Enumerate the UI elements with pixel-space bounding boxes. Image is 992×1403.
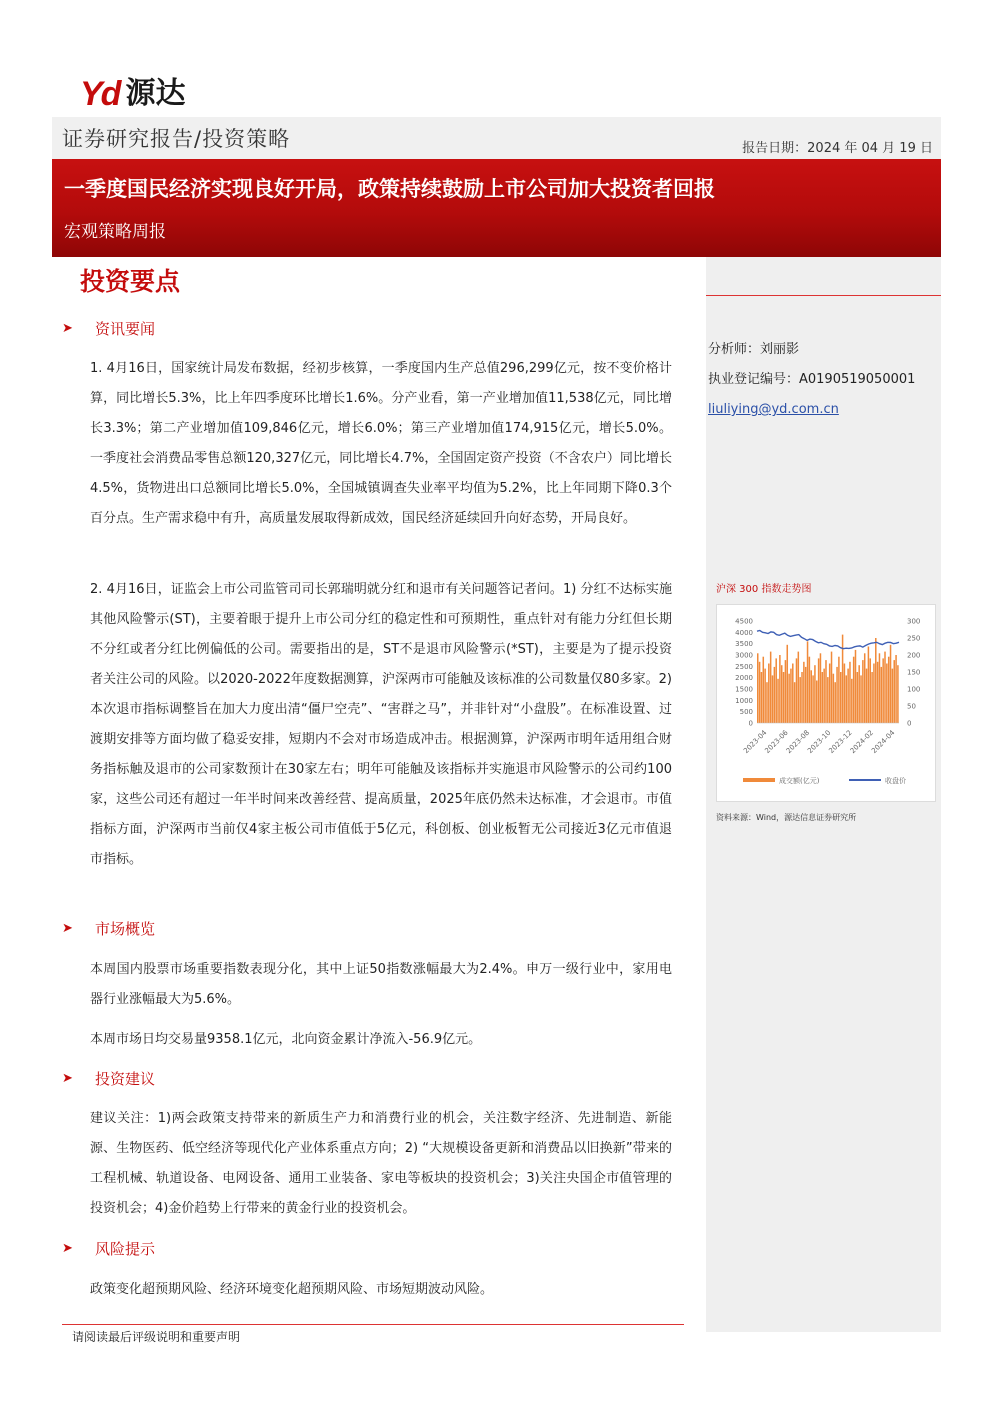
volume-bar: [792, 664, 794, 724]
report-category: 证券研究报告/投资策略: [62, 127, 291, 151]
volume-bar: [881, 667, 883, 723]
volume-bar: [844, 664, 846, 724]
arrow-icon: ➤: [62, 1241, 73, 1256]
volume-bar: [849, 662, 851, 723]
volume-bar: [822, 672, 824, 723]
volume-bar: [820, 653, 822, 723]
volume-bar: [864, 653, 866, 723]
arrow-icon: ➤: [62, 1071, 73, 1086]
volume-bar: [812, 675, 814, 723]
analyst-name: 分析师：刘丽影: [708, 342, 800, 357]
volume-bar: [764, 669, 766, 723]
analyst-registration: 执业登记编号：A0190519050001: [708, 372, 916, 387]
right-tick-label: 50: [907, 702, 916, 711]
volume-bar: [785, 660, 787, 723]
volume-bar: [892, 669, 894, 723]
volume-bar: [810, 670, 812, 723]
volume-bar: [882, 658, 884, 723]
volume-bar: [890, 645, 892, 723]
volume-bar: [886, 664, 888, 724]
sidebar-divider: [706, 295, 941, 296]
volume-bar: [893, 660, 895, 723]
volume-bar: [858, 665, 860, 723]
arrow-icon: ➤: [62, 321, 73, 336]
x-tick-label: 2023-08: [784, 728, 812, 756]
advice-paragraph: 建议关注：1)两会政策支持带来的新质生产力和消费行业的机会，关注数字经济、先进制造、新能源、生物医药、低空经济等现代化产业体系重点方向；2) “大规模设备更新和消费品以旧换新”带来的工程机械、轨道设备、电网设备、通用工业装备、家电等板块的投资机会；3)关注央国企市值管理的投资机会；4)金价趋势上行带来的黄金行业的投资机会。: [90, 1111, 672, 1216]
volume-bar: [860, 675, 862, 723]
left-tick-label: 3500: [735, 640, 753, 649]
volume-bar: [836, 667, 838, 723]
section-news: [62, 318, 155, 339]
volume-bar: [853, 657, 855, 723]
volume-bar: [807, 641, 809, 723]
title-band: [52, 159, 941, 257]
left-tick-label: 4500: [735, 617, 753, 626]
news-paragraph-1: 1. 4月16日，国家统计局发布数据，经初步核算，一季度国内生产总值296,299亿元，按不变价格计算，同比增长5.3%，比上年四季度环比增长1.6%。分产业看，第一产业增加值11,538亿元，同比增长3.3%；第二产业增加值109,846亿元，增长6.0%；第三产业增加值174,915亿元，增长5.0%。一季度社会消费品零售总额120,327亿元，同比增长4.7%，全国固定资产投资（不含农户）同比增长4.5%，货物进出口总额同比增长5.0%，全国城镇调查失业率平均值为5.2%，比上年同期下降0.3个百分点。生产需求稳中有升，高质量发展取得新成效，国民经济延续回升向好态势，开局良好。: [90, 361, 672, 526]
volume-bar: [803, 662, 805, 723]
volume-bar: [779, 655, 781, 723]
volume-bar: [805, 667, 807, 723]
left-tick-label: 2000: [735, 674, 753, 683]
volume-bar: [798, 652, 800, 723]
arrow-icon: ➤: [62, 921, 73, 936]
volume-bar: [768, 664, 770, 724]
company-logo: [80, 76, 185, 112]
footer-disclaimer: 请阅读最后评级说明和重要声明: [72, 1330, 241, 1344]
volume-bar: [770, 652, 772, 723]
x-tick-label: 2024-02: [848, 728, 876, 756]
legend-bar-swatch: [743, 778, 775, 782]
report-subtitle: 宏观策略周报: [64, 222, 166, 242]
report-title: 一季度国民经济实现良好开局，政策持续鼓励上市公司加大投资者回报: [64, 177, 715, 201]
volume-bar: [840, 672, 842, 723]
volume-bar: [790, 669, 792, 723]
section-heading: 投资要点: [80, 267, 181, 296]
volume-bar: [833, 674, 835, 723]
logo-name: 源达: [125, 76, 186, 111]
volume-bar: [788, 674, 790, 723]
chart-title: 沪深 300 指数走势图: [716, 584, 812, 595]
risk-paragraph: 政策变化超预期风险、经济环境变化超预期风险、市场短期波动风险。: [90, 1282, 494, 1297]
volume-bar: [799, 677, 801, 723]
right-tick-label: 100: [907, 685, 921, 694]
close-price-line: [757, 631, 899, 649]
volume-bar: [816, 681, 818, 724]
volume-bar: [783, 672, 785, 723]
section-market: [62, 918, 155, 939]
right-tick-label: 250: [907, 634, 921, 643]
volume-bar: [781, 665, 783, 723]
section-advice: [62, 1068, 155, 1089]
volume-bar: [895, 655, 897, 723]
report-date: 报告日期：2024 年 04 月 19 日: [742, 141, 933, 156]
volume-bar: [834, 682, 836, 723]
index-trend-chart: [716, 604, 936, 802]
x-tick-label: 2023-12: [827, 728, 854, 756]
category-bar: [52, 117, 941, 159]
x-tick-label: 2023-10: [806, 728, 833, 756]
legend-volume-label: 成交额(亿元): [779, 777, 820, 785]
volume-bar: [809, 657, 811, 723]
left-tick-label: 1500: [735, 685, 753, 694]
right-tick-label: 0: [907, 719, 912, 728]
left-tick-label: 3000: [735, 651, 753, 660]
legend-price-label: 收盘价: [885, 777, 906, 785]
volume-bar: [877, 662, 879, 723]
left-tick-label: 1000: [735, 696, 753, 705]
analyst-email-link[interactable]: liuliying@yd.com.cn: [708, 402, 839, 417]
volume-bar: [884, 652, 886, 723]
volume-bar: [873, 664, 875, 724]
logo-mark: Yd: [80, 75, 120, 113]
volume-bar: [869, 658, 871, 723]
volume-bar: [838, 657, 840, 723]
volume-bar: [888, 657, 890, 723]
volume-bar: [801, 672, 803, 723]
volume-bar: [829, 664, 831, 724]
market-paragraph-1: 本周国内股票市场重要指数表现分化，其中上证50指数涨幅最大为2.4%。申万一级行业中，家用电器行业涨幅最大为5.6%。: [90, 962, 672, 1007]
section-title: 市场概览: [95, 920, 156, 938]
volume-bar: [766, 682, 768, 723]
left-tick-label: 0: [748, 719, 753, 728]
volume-bar: [823, 669, 825, 723]
section-title: 投资建议: [95, 1070, 156, 1088]
volume-bar: [871, 672, 873, 723]
section-risk: [62, 1238, 155, 1259]
volume-bar: [866, 669, 868, 723]
volume-bar: [777, 679, 779, 723]
volume-bar: [759, 662, 761, 723]
volume-bar: [774, 667, 776, 723]
volume-bar: [862, 660, 864, 723]
news-paragraph-2: 2. 4月16日，证监会上市公司监管司司长郭瑞明就分红和退市有关问题答记者问。1) 分红不达标实施其他风险警示(ST)，主要着眼于提升上市公司分红的稳定性和可预期性，重点针对有能力分红但长期不分红或者分红比例偏低的公司。需要指出的是，ST不是退市风险警示(*ST)，主要是为了提示投资者关注公司的风险。以2020-2022年度数据测算，沪深两市可能触及该标准的公司数量仅80多家。2) 本次退市指标调整旨在加大力度出清“僵尸空壳”、“害群之马”，并非针对“小盘股”。在标准设置、过渡期安排等方面均做了稳妥安排，短期内不会对市场造成冲击。根据测算，沪深两市明年适用组合财务指标触及退市的公司家数预计在30家左右；明年可能触及该指标并实施退市风险警示的公司约100家，这些公司还有超过一年半时间来改善经营、提高质量，2025年底仍然未达标准，才会退市。市值指标方面，沪深两市当前仅4家主板公司市值低于5亿元，科创板、创业板暂无公司接近3亿元市值退市指标。: [90, 582, 672, 867]
x-tick-label: 2024-04: [870, 728, 897, 756]
volume-bar: [831, 652, 833, 723]
analyst-info: [708, 335, 915, 425]
volume-bar: [787, 645, 789, 723]
x-tick-label: 2023-06: [763, 728, 790, 756]
section-title: 风险提示: [95, 1240, 156, 1258]
volume-bar: [763, 657, 765, 723]
volume-bar: [855, 650, 857, 723]
volume-bar: [827, 677, 829, 723]
volume-bar: [875, 638, 877, 723]
volume-bar: [772, 675, 774, 723]
left-tick-label: 2500: [735, 662, 753, 671]
chart-source: 资料来源：Wind，源达信息证券研究所: [716, 813, 857, 822]
left-tick-label: 4000: [735, 628, 753, 637]
chart-svg: [717, 605, 937, 803]
volume-bar: [757, 653, 759, 723]
volume-bar: [775, 658, 777, 723]
section-title: 资讯要闻: [95, 320, 156, 338]
volume-bar: [814, 665, 816, 723]
volume-bar: [857, 672, 859, 723]
right-tick-label: 300: [907, 617, 921, 626]
x-tick-label: 2023-04: [742, 728, 769, 756]
volume-bar: [825, 660, 827, 723]
volume-bar: [868, 647, 870, 724]
volume-bar: [851, 679, 853, 723]
volume-bar: [794, 682, 796, 723]
volume-bar: [847, 669, 849, 723]
volume-bar: [761, 672, 763, 723]
left-tick-label: 500: [739, 708, 753, 717]
right-tick-label: 150: [907, 668, 921, 677]
volume-bar: [846, 675, 848, 723]
volume-bar: [897, 665, 899, 723]
volume-bar: [879, 653, 881, 723]
volume-bar: [818, 658, 820, 723]
right-tick-label: 200: [907, 651, 921, 660]
footer-divider: [62, 1324, 684, 1325]
market-paragraph-2: 本周市场日均交易量9358.1亿元，北向资金累计净流入-56.9亿元。: [90, 1032, 482, 1047]
volume-bar: [796, 658, 798, 723]
